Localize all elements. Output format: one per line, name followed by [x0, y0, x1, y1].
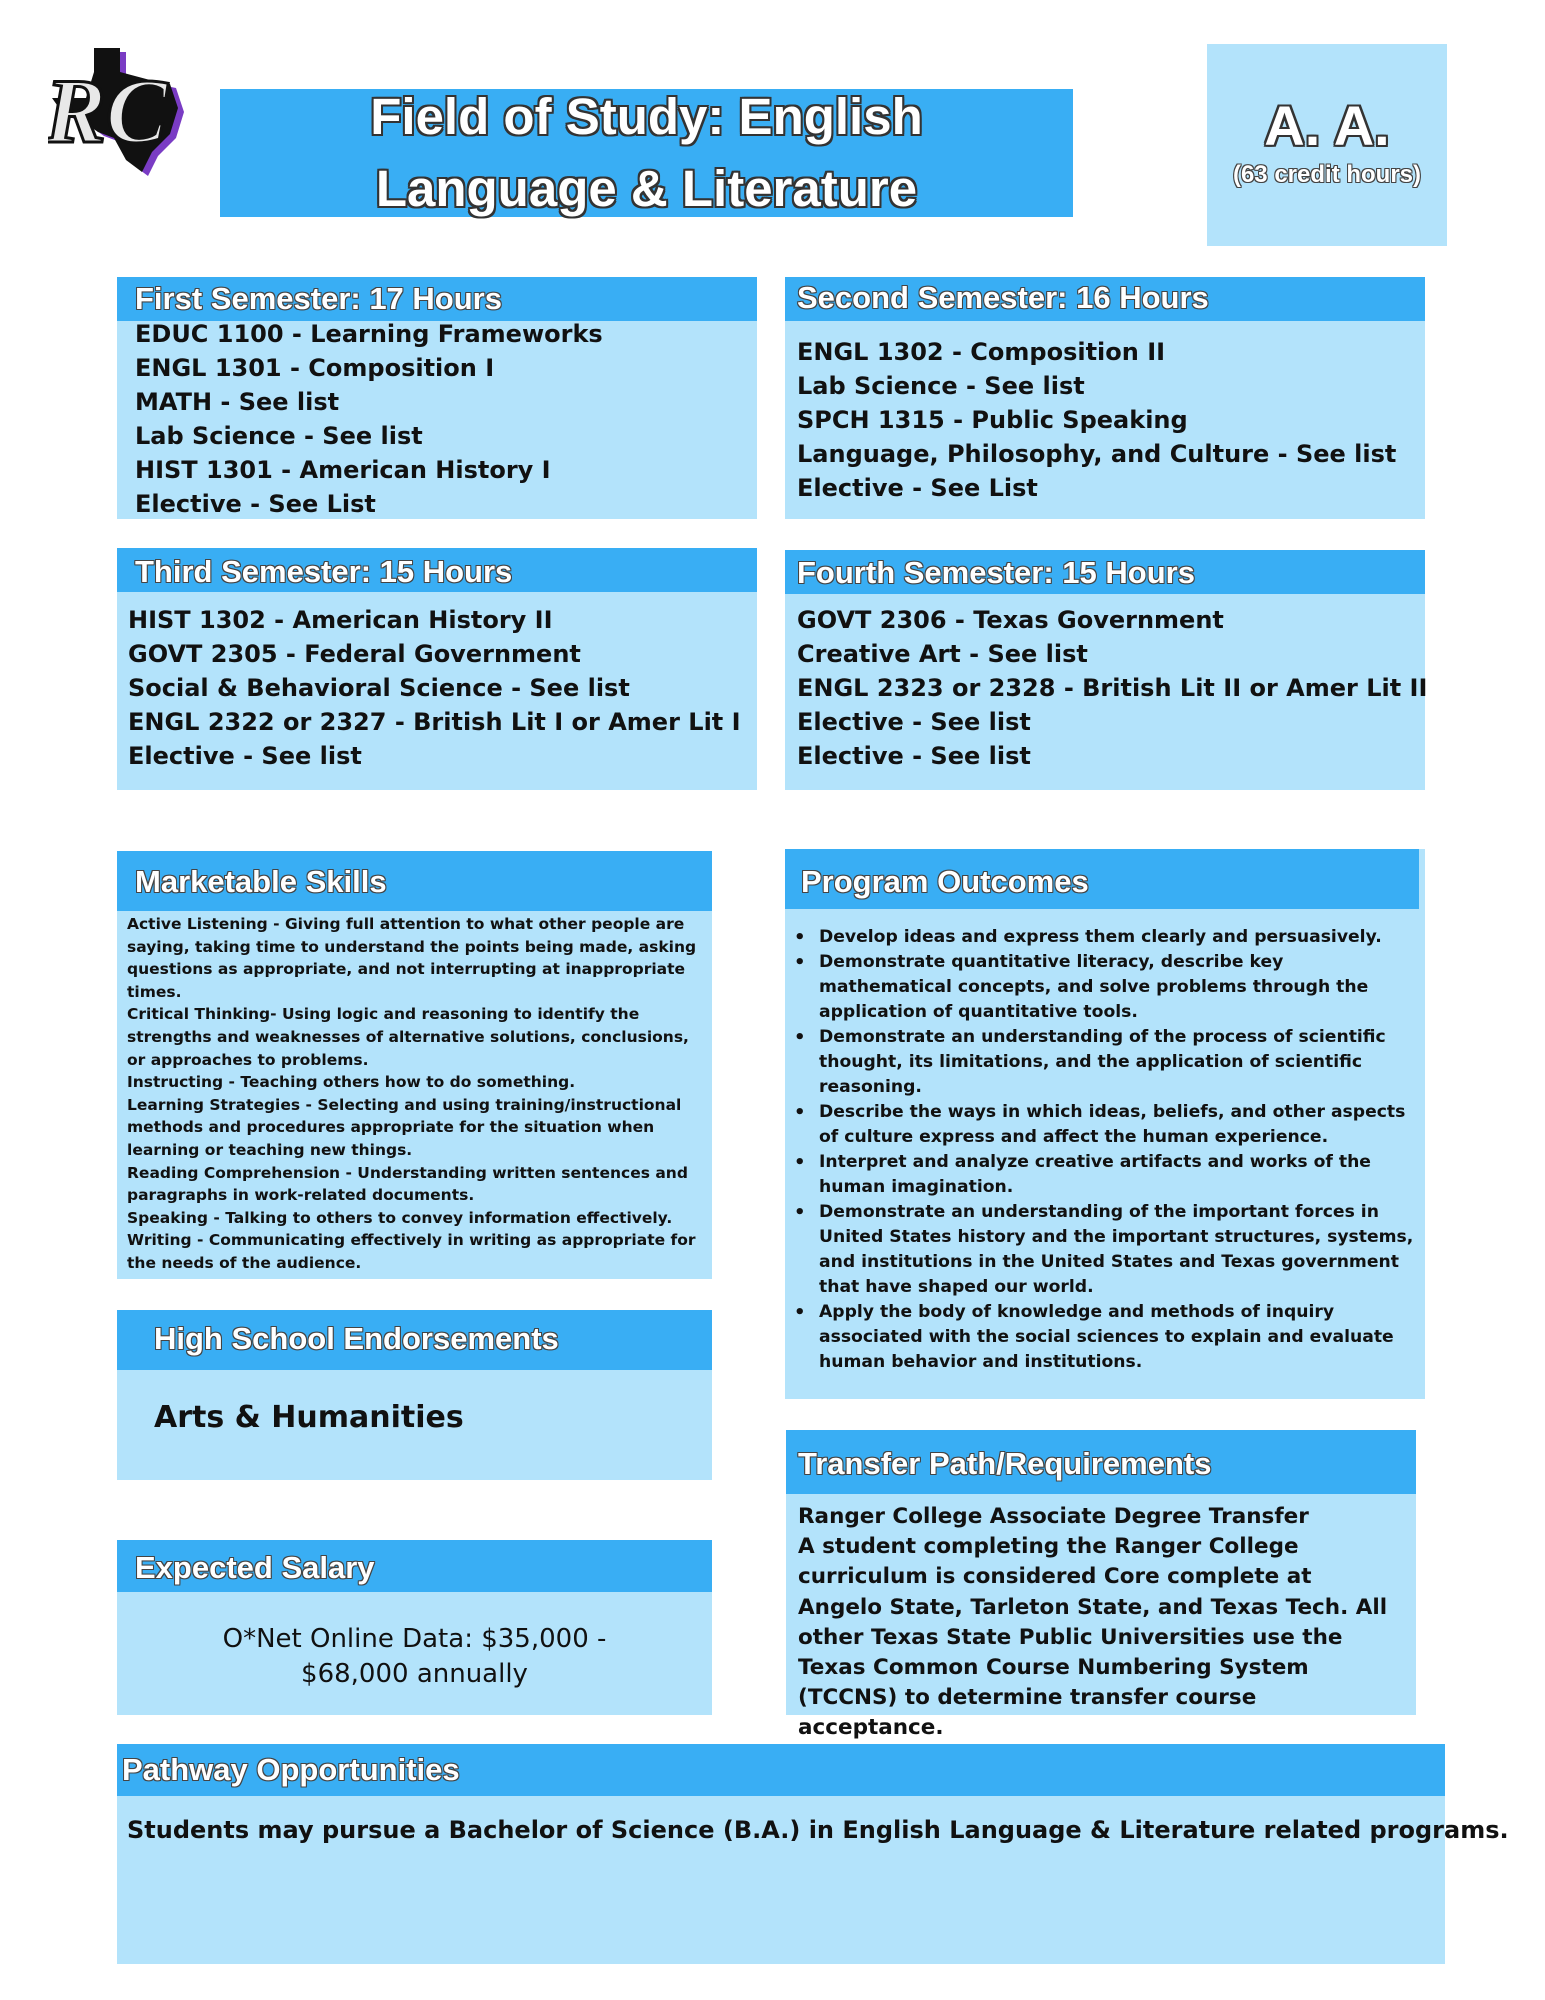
course-item: ENGL 2322 or 2327 - British Lit I or Amer Lit I: [128, 708, 741, 736]
second-semester-header: [785, 277, 1425, 321]
first-semester-header: [117, 277, 757, 321]
outcome-item: • Describe the ways in which ideas, beliefs, and other aspects of culture express and affect the human experience.: [819, 1100, 1421, 1150]
title-banner: [220, 89, 1073, 217]
outcome-item: • Demonstrate an understanding of the process of scientific thought, its limitations, and the application of scientific reasoning.: [819, 1025, 1421, 1100]
course-item: MATH - See list: [135, 388, 340, 416]
credit-hours: (63 credit hours): [1232, 161, 1422, 188]
third-semester-header: [117, 548, 757, 592]
course-item: Creative Art - See list: [797, 640, 1088, 668]
salary-header: [117, 1540, 712, 1592]
marketable-skills-list: [127, 913, 697, 1275]
course-item: HIST 1302 - American History II: [128, 606, 553, 634]
transfer-title: Transfer Path/Requirements: [798, 1446, 1212, 1481]
pathway-title: Pathway Opportunities: [122, 1752, 460, 1787]
fourth-semester-title: Fourth Semester: 15 Hours: [797, 555, 1195, 590]
fourth-semester-panel: [785, 550, 1428, 790]
svg-text:RC: RC: [48, 60, 168, 162]
transfer-subtitle: Ranger College Associate Degree Transfer: [798, 1504, 1309, 1529]
first-semester-title: First Semester: 17 Hours: [135, 281, 502, 316]
course-item: Elective - See List: [797, 474, 1038, 502]
degree-box: [1207, 44, 1447, 246]
skill-item: Speaking - Talking to others to convey information effectively.: [127, 1208, 673, 1227]
second-semester-title: Second Semester: 16 Hours: [797, 280, 1209, 315]
pathway-panel: [117, 1744, 1509, 1964]
skill-item: Reading Comprehension - Understanding written sentences and paragraphs in work-related documents.: [127, 1163, 688, 1205]
course-item: Elective - See list: [797, 742, 1031, 770]
course-item: Social & Behavioral Science - See list: [128, 674, 630, 702]
course-item: Elective - See list: [797, 708, 1031, 736]
course-item: EDUC 1100 - Learning Frameworks: [135, 320, 603, 348]
texas-shape-icon: [48, 46, 193, 181]
course-item: Lab Science - See list: [797, 372, 1085, 400]
course-item: ENGL 1301 - Composition I: [135, 354, 495, 382]
second-semester-panel: [785, 277, 1425, 519]
outcome-item: • Develop ideas and express them clearly and persuasively.: [819, 925, 1421, 950]
program-outcomes-title: Program Outcomes: [801, 864, 1089, 899]
second-semester-courses: [797, 335, 1396, 505]
salary-title: Expected Salary: [135, 1550, 375, 1585]
course-item: HIST 1301 - American History I: [135, 456, 551, 484]
pathway-header: [117, 1744, 1445, 1796]
transfer-body: A student completing the Ranger College curriculum is considered Core complete at Angelo State, Tarleton State, and Texas Tech. All other Texas State Public Universities use the Texas Common Course Numbering System (TCCNS) to determine transfer course acceptance.: [798, 1534, 1388, 1741]
third-semester-title: Third Semester: 15 Hours: [135, 554, 513, 589]
pathway-body: Students may pursue a Bachelor of Science (B.A.) in English Language & Literature related programs.: [127, 1816, 1509, 1844]
outcome-item: • Interpret and analyze creative artifacts and works of the human imagination.: [819, 1150, 1421, 1200]
course-item: SPCH 1315 - Public Speaking: [797, 406, 1188, 434]
skill-item: Active Listening - Giving full attention to what other people are saying, taking time to understand the points being made, asking questions as appropriate, and not interrupting at inappropriate times.: [127, 915, 697, 1001]
course-item: GOVT 2305 - Federal Government: [128, 640, 581, 668]
program-outcomes-panel: [785, 849, 1425, 1399]
skill-item: Instructing - Teaching others how to do something.: [127, 1073, 576, 1092]
course-item: Lab Science - See list: [135, 422, 423, 450]
page-title: Field of Study: English Language & Literature: [370, 88, 923, 217]
course-item: ENGL 2323 or 2328 - British Lit II or Amer Lit II: [797, 674, 1428, 702]
first-semester-courses: [135, 317, 603, 521]
first-semester-panel: [117, 277, 757, 519]
transfer-text: [798, 1502, 1403, 1744]
course-item: GOVT 2306 - Texas Government: [797, 606, 1224, 634]
program-outcomes-list: [819, 925, 1421, 1375]
marketable-skills-title: Marketable Skills: [135, 864, 387, 899]
skill-item: Critical Thinking- Using logic and reasoning to identify the strengths and weaknesses of alternative solutions, conclusions, or approaches to problems.: [127, 1005, 689, 1069]
degree-title: A. A.: [1264, 94, 1390, 157]
fourth-semester-courses: [797, 603, 1427, 773]
skill-item: Writing - Communicating effectively in writing as appropriate for the needs of the audience.: [127, 1231, 696, 1272]
marketable-skills-panel: [117, 851, 712, 1279]
endorsement-value: Arts & Humanities: [154, 1400, 464, 1435]
salary-panel: [117, 1540, 712, 1715]
transfer-panel: [786, 1430, 1416, 1741]
skill-item: Learning Strategies - Selecting and using training/instructional methods and procedures appropriate for the situation when learning or teaching new things.: [127, 1095, 682, 1159]
third-semester-panel: [117, 548, 757, 790]
course-item: Elective - See List: [135, 490, 376, 518]
third-semester-courses: [128, 603, 741, 773]
outcome-item: • Demonstrate an understanding of the important forces in United States history and the important structures, systems, and institutions in the United States and Texas government that have shaped our world.: [819, 1200, 1421, 1300]
outcome-item: • Demonstrate quantitative literacy, describe key mathematical concepts, and solve problems through the application of quantitative tools.: [819, 950, 1421, 1025]
course-item: ENGL 1302 - Composition II: [797, 338, 1166, 366]
program-outcomes-header: [785, 849, 1419, 909]
transfer-header: [786, 1430, 1416, 1494]
endorsements-title: High School Endorsements: [154, 1321, 559, 1356]
marketable-skills-header: [117, 851, 712, 911]
endorsements-panel: [117, 1310, 712, 1480]
outcome-item: • Apply the body of knowledge and methods of inquiry associated with the social sciences to explain and evaluate human behavior and institutions.: [819, 1300, 1421, 1375]
course-item: Language, Philosophy, and Culture - See list: [797, 440, 1397, 468]
fourth-semester-header: [785, 550, 1425, 594]
salary-value: O*Net Online Data: $35,000 - $68,000 annually: [222, 1624, 607, 1689]
course-item: Elective - See list: [128, 742, 362, 770]
endorsements-header: [117, 1310, 712, 1370]
college-logo: [48, 46, 193, 181]
